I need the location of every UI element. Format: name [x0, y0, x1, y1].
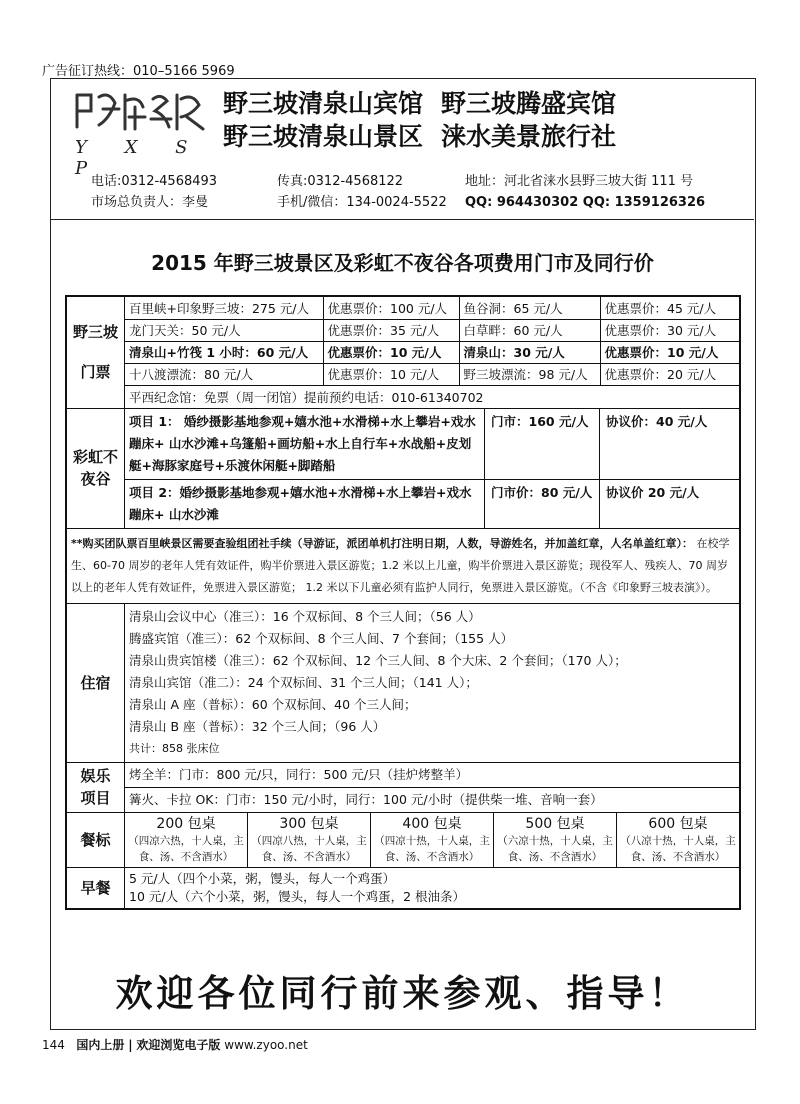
name-tengsheng-hotel: 野三坡腾盛宾馆: [441, 89, 617, 118]
phone: 电话:0312-4568493: [91, 174, 218, 189]
promo-text: 欢迎浏览电子版: [136, 1038, 221, 1052]
page-number: 144: [42, 1038, 65, 1052]
list-item: 清泉山会议中心（准三）：16 个双标间、8 个三人间；（56 人）: [129, 608, 481, 624]
list-item: 烤全羊：门市：800 元/只，同行：500 元/只（挂炉烤整羊）: [125, 763, 739, 788]
rainbow-section: [67, 409, 739, 529]
rainbow-item: 项目 2：婚纱摄影基地参观+嬉水池+水滑梯+水上攀岩+戏水蹦床+ 山水沙滩 门市价：80 元/人 协议价 20 元/人: [125, 480, 739, 528]
site-url[interactable]: www.zyoo.net: [224, 1038, 308, 1052]
meals-label: 餐标: [67, 813, 125, 867]
notes-bold: **购买团队票百里峡景区需要查验组团社手续（导游证，派团单机打注明日期，人数，导游姓名，并加盖红章，人名单盖红章）：: [71, 536, 694, 550]
breakfast-label: 早餐: [67, 868, 125, 908]
tickets-section: [67, 297, 739, 409]
table-row: 清泉山+竹筏 1 小时：60 元/人 优惠票价：10 元/人 清泉山：30 元/人 优惠票价：10 元/人: [125, 341, 739, 363]
tickets-label: 野三坡 门票: [67, 297, 125, 408]
price-table: [65, 295, 741, 910]
entertainment-label: 娱乐 项目: [67, 763, 125, 812]
page-title: 2015 年野三坡景区及彩虹不夜谷各项费用门市及同行价: [151, 251, 654, 275]
logo-calligraphy-icon: [69, 89, 209, 133]
pingxi-memorial: 平西纪念馆：免票（周一闭馆）提前预约电话：010-61340702: [129, 389, 484, 405]
name-qingquanshan-scenic: 野三坡清泉山景区: [223, 122, 424, 151]
meal-package: 200 包桌 （四凉六热，十人桌，主食、汤、不含酒水）: [125, 813, 248, 867]
list-item: 清泉山 B 座（普标）：32 个三人间；（96 人）: [129, 718, 386, 734]
list-item: 5 元/人（四个小菜，粥，馒头，每人一个鸡蛋）: [129, 870, 396, 886]
meal-package: 500 包桌 （六凉十热，十人桌，主食、汤、不含酒水）: [494, 813, 617, 867]
business-names: [223, 87, 743, 153]
meal-package: 300 包桌 （四凉八热，十人桌，主食、汤、不含酒水）: [248, 813, 371, 867]
address: 地址：河北省涞水县野三坡大街 111 号: [465, 174, 694, 189]
notes-section: [67, 529, 739, 604]
mobile: 手机/微信：134-0024-5522: [277, 195, 447, 210]
list-item: 清泉山宾馆（准二）：24 个双标间、31 个三人间；（141 人）；: [129, 674, 478, 690]
ad-hotline: 广告征订热线：010–5166 5969: [42, 64, 235, 79]
name-meijing-travel: 涞水美景旅行社: [441, 122, 617, 151]
manager: 市场总负责人：李曼: [91, 195, 209, 210]
rainbow-item: 项目 1： 婚纱摄影基地参观+嬉水池+水滑梯+水上攀岩+戏水蹦床+ 山水沙滩+乌篷船+画坊船+水上自行车+水战船+皮划艇+海豚家庭号+乐渡休闲艇+脚踏船 门市：160 元/人 协议价：40 元/人: [125, 409, 739, 480]
table-row: 十八渡漂流：80 元/人 优惠票价：10 元/人 野三坡漂流：98 元/人 优惠票价：20 元/人: [125, 363, 739, 385]
list-item: 10 元/人（六个小菜，粥，馒头，每人一个鸡蛋，2 根油条）: [129, 888, 466, 904]
breakfast-section: [67, 868, 739, 908]
qq: QQ: 964430302 QQ: 1359126326: [465, 195, 706, 210]
contact-info: [91, 171, 731, 213]
entertainment-section: [67, 763, 739, 813]
section-name: 国内上册: [76, 1038, 125, 1052]
logo-letters: Y X S P: [75, 137, 204, 179]
meal-package: 600 包桌 （八凉十热，十人桌，主食、汤、不含酒水）: [620, 815, 736, 863]
lodging-section: [67, 604, 739, 763]
lodging-total: 共计：858 张床位: [129, 741, 220, 755]
table-row: 龙门天关：50 元/人 优惠票价：35 元/人 白草畔：60 元/人 优惠票价：30 元/人: [125, 319, 739, 341]
ad-frame: [50, 78, 756, 1030]
yxsp-logo: [69, 85, 209, 179]
table-row: 百里峡+印象野三坡：275 元/人 优惠票价：100 元/人 鱼谷洞：65 元/人 优惠票价：45 元/人: [125, 297, 739, 319]
page-footer: 144 国内上册 | 欢迎浏览电子版 www.zyoo.net: [42, 1038, 308, 1052]
list-item: 清泉山贵宾馆楼（准三）：62 个双标间、12 个三人间、8 个大床、2 个套间；（170 人）；: [129, 652, 627, 668]
list-item: 清泉山 A 座（普标）：60 个双标间、40 个三人间；: [129, 696, 417, 712]
name-qingquanshan-hotel: 野三坡清泉山宾馆: [223, 89, 424, 118]
notes-text: 在校学生、60-70 周岁的老年人凭有效证件，购半价票进入景区游览；1.2 米以上儿童，购半价票进入景区游览；现役军人、残疾人、70 周岁以上的老年人凭有效证件，免票进入景区游览； 1.2 米以下儿童必须有监护人同行，免票进入景区游览。（不含《印象野三坡表演》）。: [71, 536, 730, 594]
tickets-table: [125, 297, 739, 386]
welcome-slogan: 欢迎各位同行前来参观、指导！: [115, 971, 690, 1015]
rainbow-label: 彩虹不 夜谷: [67, 409, 125, 528]
header-divider: [51, 219, 754, 220]
lodging-label: 住宿: [67, 604, 125, 762]
meal-package: 400 包桌 （四凉十热，十人桌，主食、汤、不含酒水）: [371, 813, 494, 867]
list-item: 篝火、卡拉 OK：门市：150 元/小时，同行：100 元/小时（提供柴一堆、音响一套）: [129, 791, 603, 807]
meals-section: [67, 813, 739, 868]
list-item: 腾盛宾馆（准三）：62 个双标间、8 个三人间、7 个套间；（155 人）: [129, 630, 514, 646]
fax: 传真:0312-4568122: [277, 174, 404, 189]
